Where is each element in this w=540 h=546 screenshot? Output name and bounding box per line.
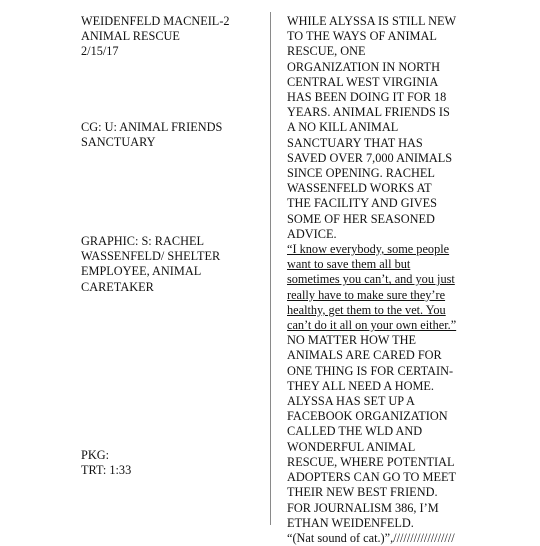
graphic-cue <box>81 234 220 295</box>
quote-line: can’t do it all on your own either.” <box>287 318 457 333</box>
narration-line: ETHAN WEIDENFELD. <box>287 515 414 530</box>
narration-line: FOR JOURNALISM 386, I’M <box>287 500 439 515</box>
pkg-label: PKG: <box>81 448 110 462</box>
narration-line: HAS BEEN DOING IT FOR 18 <box>287 90 447 105</box>
slug-header <box>81 14 230 60</box>
slug-title: WEIDENFELD MACNEIL-2 <box>81 14 230 28</box>
quote-line: sometimes you can’t, and you just <box>287 272 455 287</box>
right-column <box>287 14 487 546</box>
soundbite-quote <box>287 242 487 333</box>
graphic-line-2: WASSENFELD/ SHELTER <box>81 249 221 264</box>
narration-line: ONE THING IS FOR CERTAIN- <box>287 363 454 378</box>
narration-line: SANCTUARY THAT HAS <box>287 135 423 150</box>
narration-line: NO MATTER HOW THE <box>287 333 416 348</box>
quote-line: “I know everybody, some people <box>287 242 450 257</box>
narration-line: SINCE OPENING. RACHEL <box>287 166 435 181</box>
narration-line: WASSENFELD WORKS AT <box>287 181 432 196</box>
narration-line: ADOPTERS CAN GO TO MEET <box>287 470 456 485</box>
quote-line: really have to make sure they’re <box>287 287 446 302</box>
cg-line-2: SANCTUARY <box>81 135 156 150</box>
quote-line: want to save them all but <box>287 257 411 272</box>
trt-label: TRT: 1:33 <box>81 463 132 478</box>
narration-line: ALYSSA HAS SET UP A <box>287 394 415 409</box>
narration-line: RESCUE, WHERE POTENTIAL <box>287 454 455 469</box>
slug-date: 2/15/17 <box>81 44 119 59</box>
narration-line: WONDERFUL ANIMAL <box>287 439 416 454</box>
cg-line-1: CG: U: ANIMAL FRIENDS <box>81 120 223 134</box>
narration-block-2 <box>287 333 487 531</box>
graphic-line-3: EMPLOYEE, ANIMAL <box>81 264 202 279</box>
narration-line: ADVICE. <box>287 226 337 241</box>
column-divider <box>270 12 271 525</box>
narration-line: WHILE ALYSSA IS STILL NEW <box>287 14 457 28</box>
narration-line: ORGANIZATION IN NORTH <box>287 59 440 74</box>
quote-line: healthy, get them to the vet. You <box>287 302 446 317</box>
graphic-line-4: CARETAKER <box>81 279 154 294</box>
narration-line: THEY ALL NEED A HOME. <box>287 378 434 393</box>
narration-line: SAVED OVER 7,000 ANIMALS <box>287 150 453 165</box>
narration-line: CENTRAL WEST VIRGINIA <box>287 74 439 89</box>
narration-line: THEIR NEW BEST FRIEND. <box>287 485 438 500</box>
narration-line: ANIMALS ARE CARED FOR <box>287 348 442 363</box>
graphic-line-1: GRAPHIC: S: RACHEL <box>81 234 204 248</box>
narration-line: A NO KILL ANIMAL <box>287 120 399 135</box>
package-info <box>81 448 131 478</box>
narration-line: RESCUE, ONE <box>287 44 366 59</box>
closing-nat-sound: “(Nat sound of cat.)”,////////////////// <box>287 530 455 545</box>
narration-line: YEARS. ANIMAL FRIENDS IS <box>287 105 450 120</box>
slug-topic: ANIMAL RESCUE <box>81 29 180 44</box>
narration-line: FACEBOOK ORGANIZATION <box>287 409 448 424</box>
narration-line: TO THE WAYS OF ANIMAL <box>287 29 437 44</box>
narration-line: THE FACILITY AND GIVES <box>287 196 437 211</box>
narration-block-1 <box>287 14 487 242</box>
narration-line: SOME OF HER SEASONED <box>287 211 435 226</box>
cg-cue <box>81 120 222 150</box>
narration-line: CALLED THE WLD AND <box>287 424 423 439</box>
